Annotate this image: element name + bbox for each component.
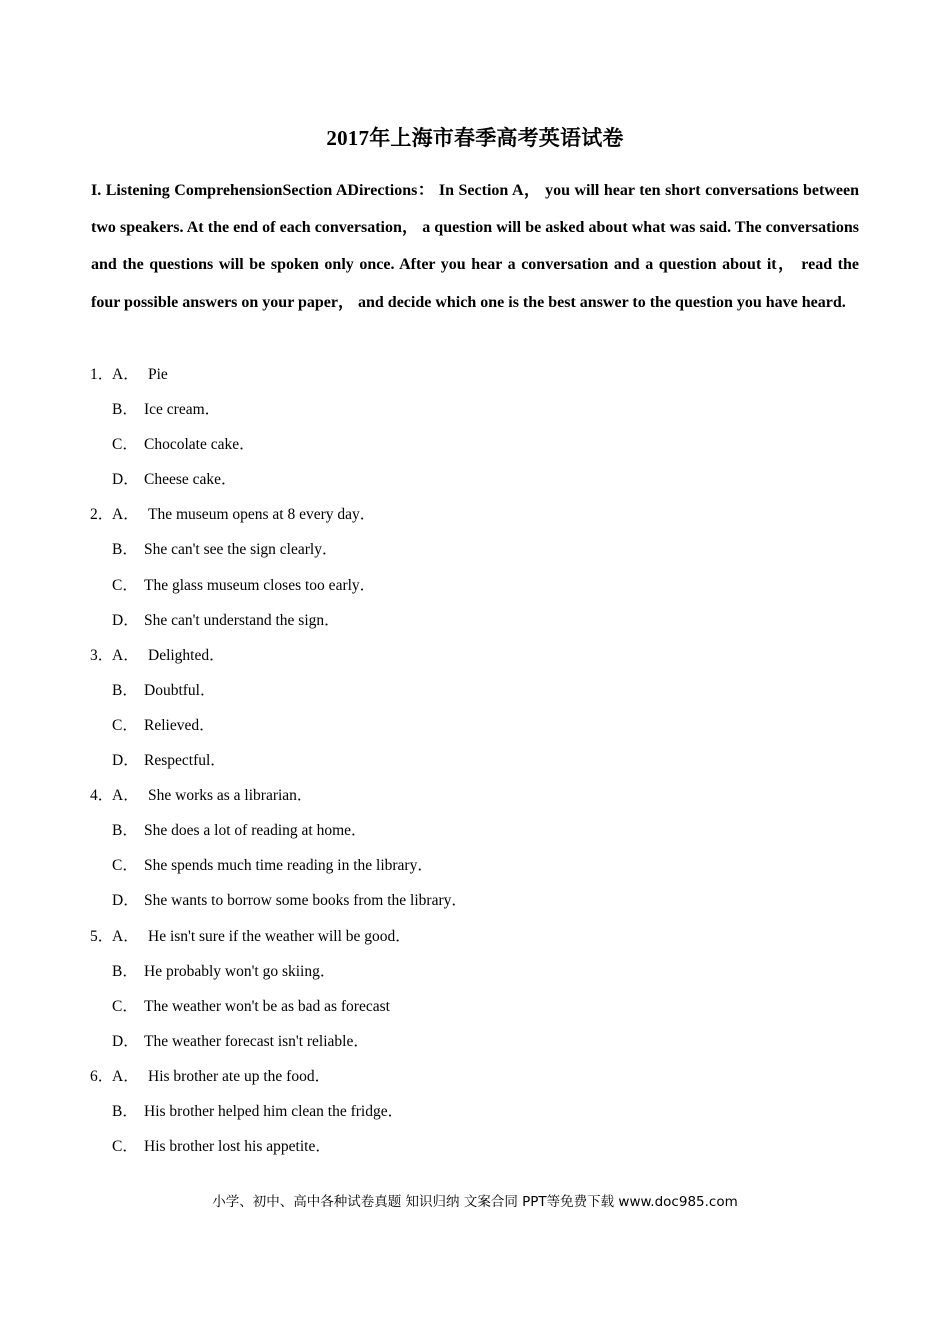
question-option: [90, 883, 870, 918]
option-letter: A．: [112, 506, 139, 524]
question-option: [90, 848, 870, 883]
option-letter: C．: [112, 857, 138, 875]
option-letter: D．: [112, 611, 139, 629]
option-text: She works as a librarian．: [148, 787, 313, 805]
question-option: [90, 357, 870, 392]
option-letter: C．: [112, 716, 138, 734]
option-text: She wants to borrow some books from the library．: [144, 892, 467, 910]
option-letter: D．: [112, 892, 139, 910]
option-letter: B．: [112, 1102, 138, 1120]
option-letter: C．: [112, 436, 138, 454]
question-option: [90, 532, 870, 567]
question-option: [90, 497, 870, 532]
question-option: [90, 778, 870, 813]
option-text: She does a lot of reading at home．: [144, 822, 367, 840]
option-letter: B．: [112, 822, 138, 840]
option-letter: A．: [112, 1067, 139, 1085]
question-number: 1．: [90, 366, 114, 383]
question-option: [90, 603, 870, 638]
option-text: Chocolate cake．: [144, 436, 255, 454]
question-option: [90, 1094, 870, 1129]
option-text: Relieved．: [144, 716, 215, 734]
option-text: The weather won't be as bad as forecast: [144, 997, 390, 1015]
question-option: [90, 568, 870, 603]
option-text: She spends much time reading in the library．: [144, 857, 433, 875]
question-option: [90, 1024, 870, 1059]
question-option: [90, 919, 870, 954]
option-letter: A．: [112, 787, 139, 805]
question-number: 4．: [90, 787, 114, 805]
option-letter: C．: [112, 997, 138, 1015]
option-text: His brother ate up the food．: [148, 1067, 331, 1085]
question-option: [90, 1129, 870, 1164]
section-directions: I. Listening ComprehensionSection ADirections： In Section A， you will hear ten short conversations between two speakers. At the end of each conversation， a question will be asked about what was said. The conversations and the questions will be spoken only once. After you hear a conversation and a question about it， read the four possible answers on your paper， and decide which one is the best answer to the question you have heard.: [91, 182, 859, 311]
option-letter: D．: [112, 752, 139, 770]
question-list: [90, 357, 870, 1164]
question-option: [90, 462, 870, 497]
option-text: The weather forecast isn't reliable．: [144, 1032, 369, 1050]
question-option: [90, 813, 870, 848]
option-letter: C．: [112, 576, 138, 594]
option-letter: B．: [112, 962, 138, 980]
page-footer: 小学、初中、高中各种试卷真题 知识归纳 文案合同 PPT等免费下载 www.doc985.com: [212, 1194, 738, 1210]
question-number: 6．: [90, 1067, 114, 1085]
option-text: His brother helped him clean the fridge．: [144, 1102, 404, 1120]
option-text: Pie: [148, 366, 168, 383]
option-letter: B．: [112, 681, 138, 699]
option-text: The glass museum closes too early．: [144, 576, 376, 594]
option-text: Delighted．: [148, 646, 225, 664]
option-letter: A．: [112, 927, 139, 945]
option-text: He isn't sure if the weather will be good．: [148, 927, 411, 945]
question-option: [90, 427, 870, 462]
option-text: Cheese cake．: [144, 471, 237, 489]
option-letter: A．: [112, 366, 139, 383]
question-option: [90, 954, 870, 989]
question-number: 5．: [90, 927, 114, 945]
option-letter: B．: [112, 541, 138, 559]
question-option: [90, 989, 870, 1024]
option-letter: C．: [112, 1138, 138, 1156]
option-text: His brother lost his appetite．: [144, 1138, 331, 1156]
question-number: 2．: [90, 506, 114, 524]
question-option: [90, 673, 870, 708]
question-option: [90, 638, 870, 673]
question-option: [90, 1059, 870, 1094]
question-option: [90, 743, 870, 778]
option-text: Ice cream．: [144, 401, 221, 419]
question-option: [90, 392, 870, 427]
option-text: Respectful．: [144, 752, 226, 770]
option-letter: B．: [112, 401, 138, 419]
option-text: Doubtful．: [144, 681, 216, 699]
question-option: [90, 708, 870, 743]
option-text: She can't understand the sign．: [144, 611, 340, 629]
option-text: She can't see the sign clearly．: [144, 541, 338, 559]
option-text: He probably won't go skiing．: [144, 962, 336, 980]
option-letter: D．: [112, 1032, 139, 1050]
page-title: 2017年上海市春季高考英语试卷: [326, 126, 624, 150]
option-text: The museum opens at 8 every day．: [148, 506, 376, 524]
option-letter: D．: [112, 471, 139, 489]
option-letter: A．: [112, 646, 139, 664]
question-number: 3．: [90, 646, 114, 664]
